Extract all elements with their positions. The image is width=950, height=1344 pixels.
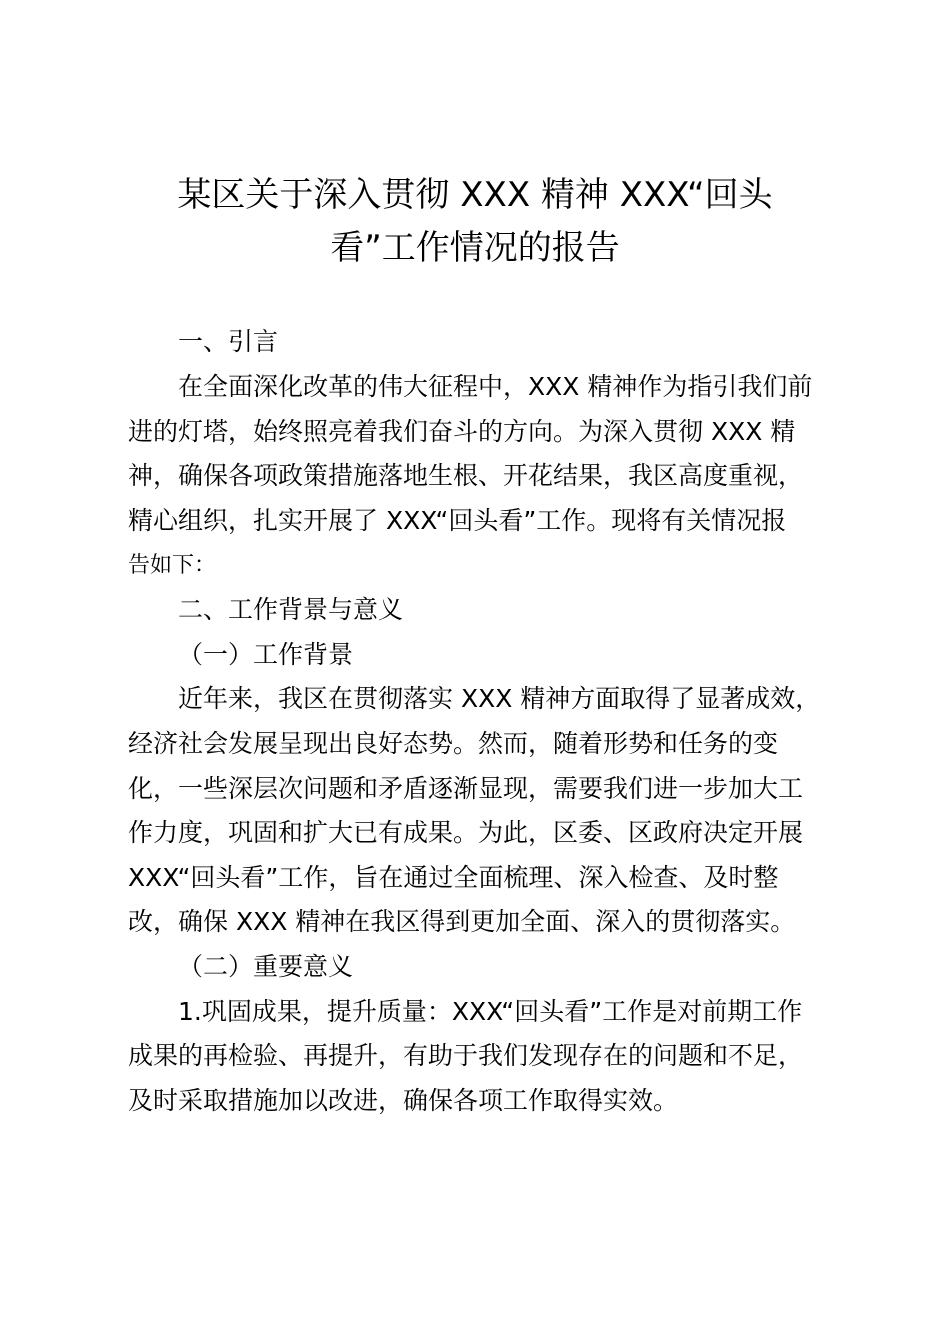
paragraph-line: 神，确保各项政策措施落地生根、开花结果，我区高度重视， <box>128 461 804 490</box>
document-title-line-1: 某区关于深入贯彻 XXX 精神 XXX“回头 <box>177 175 773 215</box>
paragraph-line: 精心组织，扎实开展了 XXX“回头看”工作。现将有关情况报 <box>128 506 787 535</box>
paragraph-line: 改，确保 XXX 精神在我区得到更加全面、深入的贯彻落实。 <box>128 907 796 936</box>
section-heading-background: 二、工作背景与意义 <box>178 595 404 624</box>
paragraph-line: 经济社会发展呈现出良好态势。然而，随着形势和任务的变 <box>128 729 779 758</box>
paragraph-line: 作力度，巩固和扩大已有成果。为此，区委、区政府决定开展 <box>128 818 804 847</box>
section-heading-introduction: 一、引言 <box>178 327 279 356</box>
subsection-heading-work-background: （一）工作背景 <box>178 640 354 669</box>
paragraph-line: 进的灯塔，始终照亮着我们奋斗的方向。为深入贯彻 XXX 精 <box>128 417 796 446</box>
paragraph-line: XXX“回头看”工作，旨在通过全面梳理、深入检查、及时整 <box>128 863 779 892</box>
paragraph-line: 告如下： <box>128 553 217 578</box>
paragraph-line: 化，一些深层次问题和矛盾逐渐显现，需要我们进一步加大工 <box>128 774 804 803</box>
paragraph-line: 近年来，我区在贯彻落实 XXX 精神方面取得了显著成效， <box>178 684 821 713</box>
subsection-heading-significance: （二）重要意义 <box>178 952 354 981</box>
document-title-line-2: 看”工作情况的报告 <box>330 228 620 268</box>
paragraph-line: 成果的再检验、再提升，有助于我们发现存在的问题和不足， <box>128 1041 804 1070</box>
paragraph-line: 及时采取措施加以改进，确保各项工作取得实效。 <box>128 1086 679 1115</box>
paragraph-line: 在全面深化改革的伟大征程中，XXX 精神作为指引我们前 <box>178 372 813 401</box>
paragraph-line: 1.巩固成果，提升质量：XXX“回头看”工作是对前期工作 <box>178 997 803 1026</box>
